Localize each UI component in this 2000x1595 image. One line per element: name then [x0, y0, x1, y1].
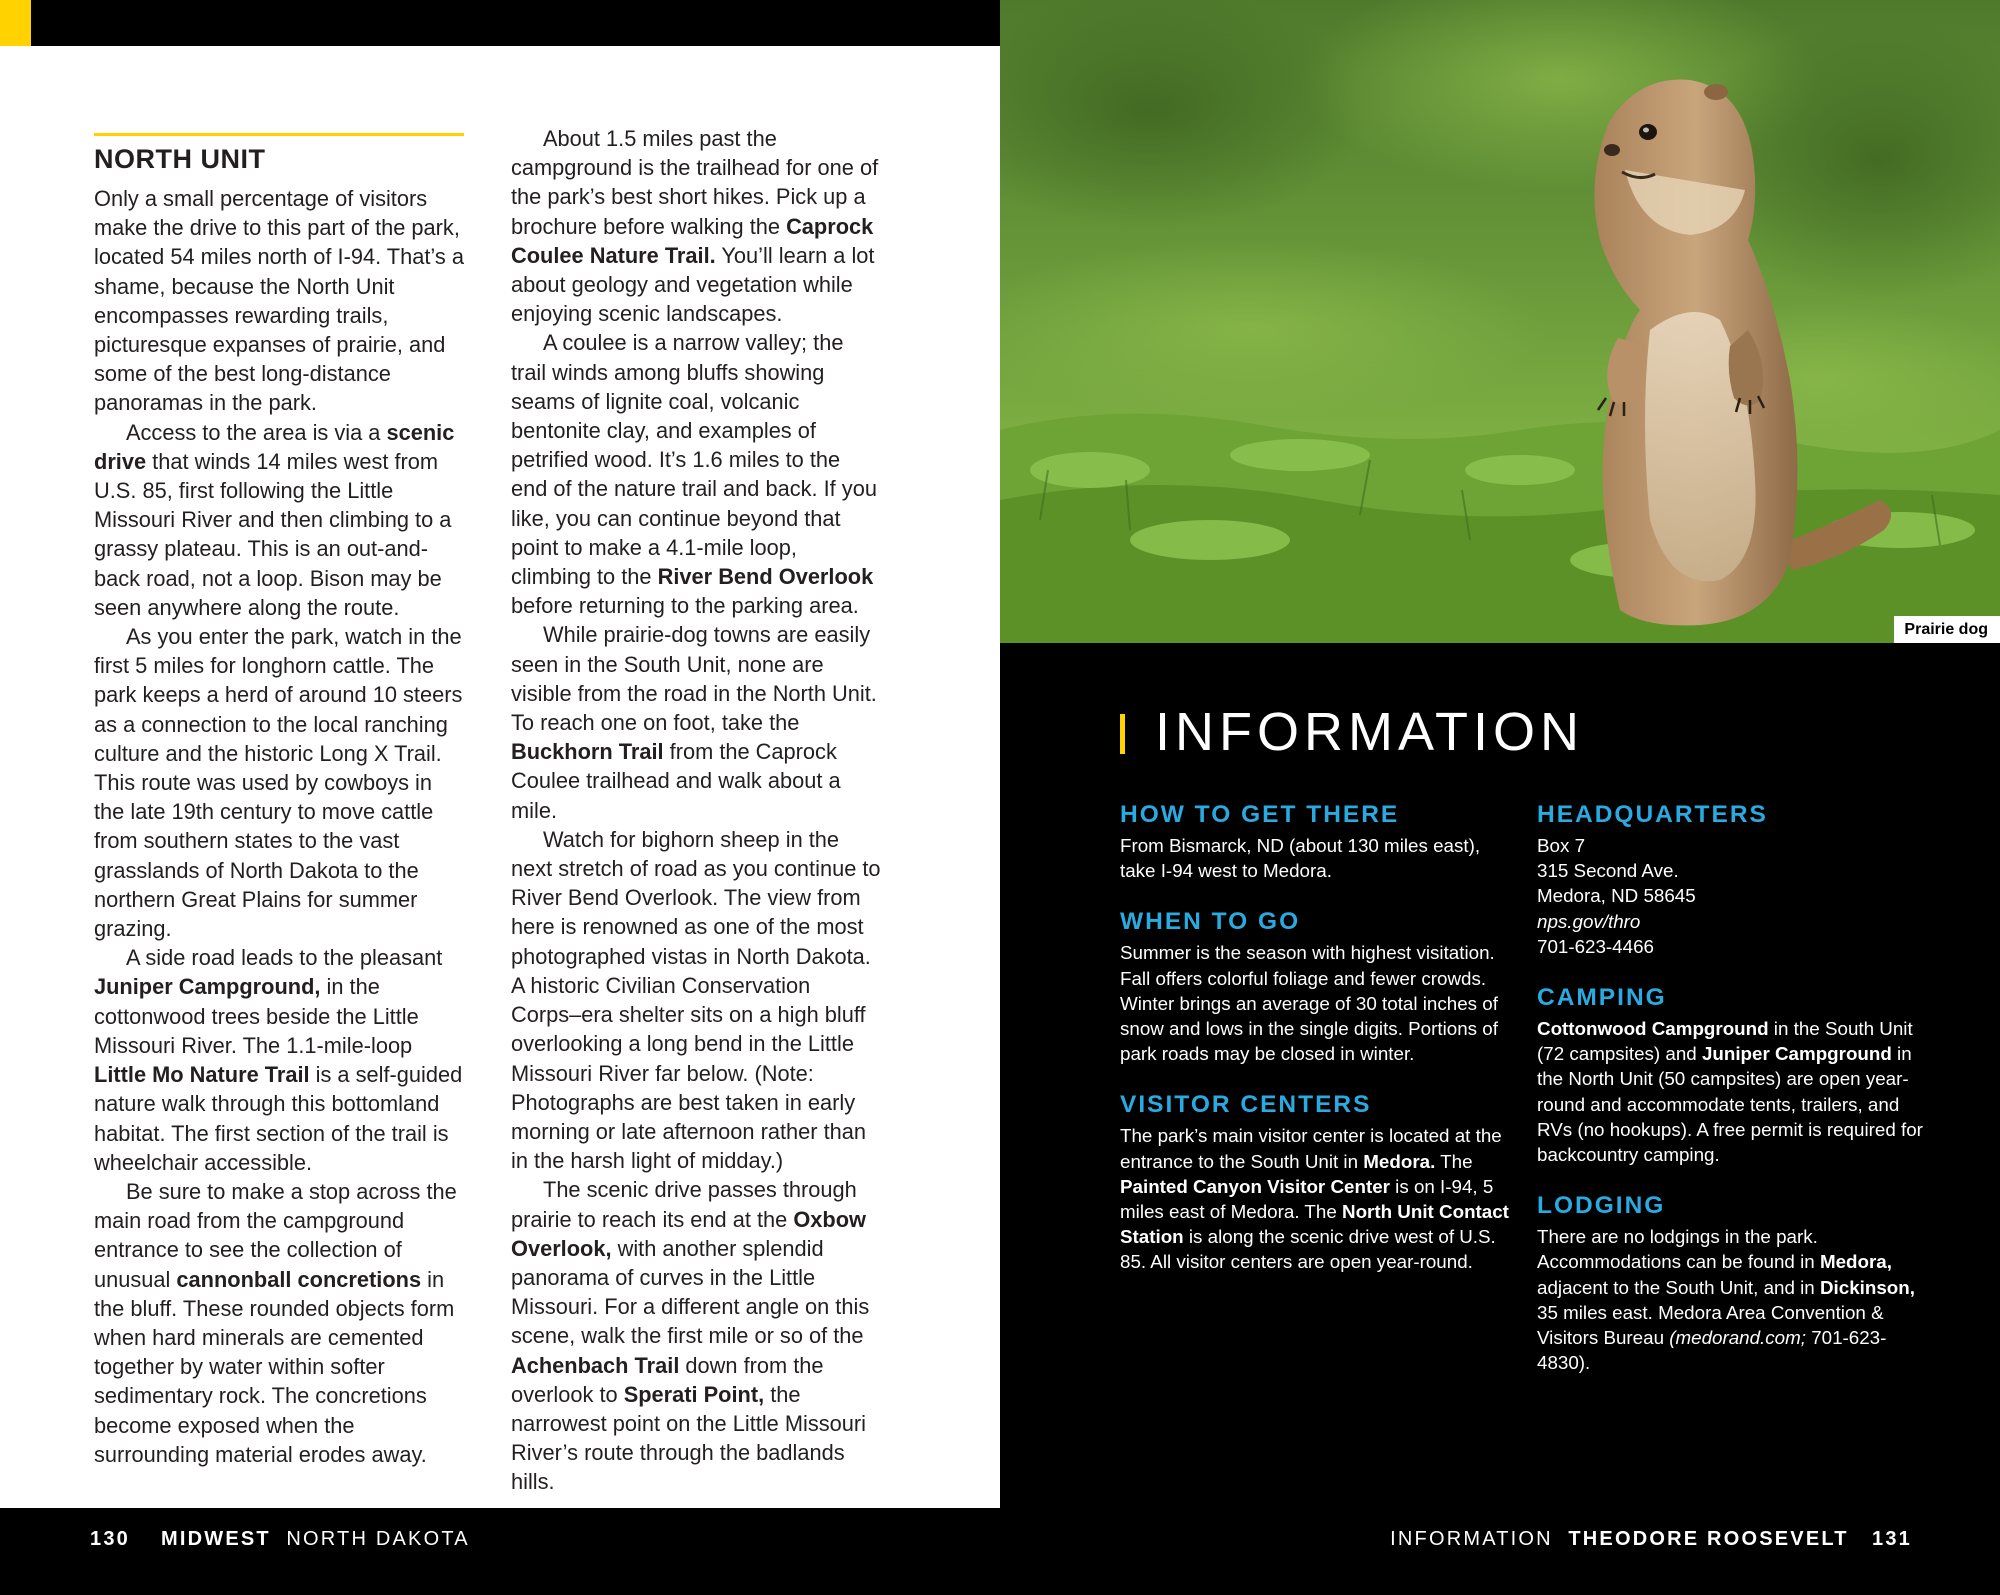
bold-term: Juniper Campground,: [94, 974, 321, 1000]
info-section: [1120, 907, 1512, 1066]
text-run: adjacent to the South Unit, and in: [1537, 1276, 1820, 1298]
info-column-2-sections: [1537, 983, 1929, 1375]
text-run: The park’s main visitor center is located at the entrance to the South Unit in: [1120, 1125, 1502, 1172]
column-1-text: [94, 184, 464, 1469]
footer-state: NORTH DAKOTA: [286, 1528, 470, 1550]
text-run: As you enter the park, watch in the first 5 miles for longhorn cattle. The park keeps a herd of around 10 steers as a connection to the local ranching culture and the historic Long X Trail. This route was used by cowboys in the late 19th century to move cattle from southern states to the vast grasslands of North Dakota to the northern Great Plains for summer grazing.: [94, 624, 463, 942]
paragraph: [94, 622, 464, 943]
paragraph: [511, 124, 881, 328]
info-accent-bar: [1120, 714, 1125, 754]
footer-park: THEODORE ROOSEVELT: [1568, 1528, 1849, 1550]
text-run: down from the overlook to: [511, 1352, 824, 1407]
text-run: that winds 14 miles west from U.S. 85, first following the Little Missouri River and then climbing to a grassy plateau. This is an out-and-back road, not a loop. Bison may be seen anywhere along the route.: [94, 448, 452, 620]
info-section: [1537, 1191, 1929, 1375]
text-run: Summer is the season with highest visitation. Fall offers colorful foliage and fewer crowds. Winter brings an average of 30 total inches of snow and lows in the single digits. Portions of park roads may be closed in winter.: [1120, 942, 1498, 1065]
text-run: Be sure to make a stop across the main road from the campground entrance to see the collection of unusual: [94, 1178, 457, 1292]
footer-left: [90, 1528, 470, 1551]
text-run: A coulee is a narrow valley; the trail winds among bluffs showing seams of lignite coal, volcanic bentonite clay, and examples of petrified wood. It’s 1.6 miles to the end of the nature trail and back. If you like, you can continue beyond that point to make a 4.1-mile loop, climbing to the: [511, 330, 877, 590]
info-title: INFORMATION: [1155, 702, 1584, 762]
text-run: with another splendid panorama of curves in the Little Missouri. For a different angle on this scene, walk the first mile or so of the: [511, 1235, 870, 1349]
heading-rule: [94, 133, 464, 136]
bold-term: Dickinson,: [1819, 1276, 1915, 1298]
info-section-heading: WHEN TO GO: [1120, 908, 1301, 936]
info-section-heading: CAMPING: [1537, 984, 1667, 1012]
info-section-heading: HOW TO GET THERE: [1120, 801, 1400, 828]
text-run: While prairie-dog towns are easily seen in the South Unit, none are visible from the road in the North Unit. To reach one on foot, take the: [511, 622, 877, 736]
paragraph: [511, 1175, 881, 1496]
footer-left-bar: [0, 1508, 1000, 1595]
paragraph: [511, 328, 881, 620]
hq-line: 315 Second Ave.: [1537, 860, 1679, 882]
bold-term: Painted Canyon Visitor Center: [1120, 1175, 1390, 1197]
paragraph: [511, 620, 881, 824]
text-run: in the South Unit (72 campsites) and: [1537, 1018, 1913, 1065]
page-number: 131: [1872, 1528, 1912, 1550]
paragraph: [94, 418, 464, 622]
prairie-dog-photo: [1000, 0, 2000, 643]
bold-term: Cottonwood Campground: [1537, 1018, 1769, 1040]
text-run: The scenic drive passes through prairie to reach its end at the: [511, 1177, 857, 1232]
info-section: [1120, 1090, 1512, 1274]
text-run: (medorand.com;: [1669, 1327, 1806, 1349]
text-run: the narrowest point on the Little Missouri River’s route through the badlands hills.: [511, 1381, 866, 1495]
hq-phone: 701-623-4466: [1537, 935, 1654, 957]
bold-term: Achenbach Trail: [511, 1352, 680, 1378]
text-run: 701-623-4830).: [1537, 1327, 1887, 1374]
bold-term: Sperati Point,: [623, 1381, 765, 1407]
text-run: in the bluff. These rounded objects form when hard minerals are cemented together by water within softer sedimentary rock. The concretions become exposed when the surrounding material erodes away.: [94, 1266, 455, 1467]
info-section-body: [1120, 940, 1512, 1066]
info-section-body: [1537, 1224, 1929, 1375]
paragraph: [94, 943, 464, 1177]
bold-term: scenic drive: [94, 419, 455, 474]
right-page: [1000, 0, 2000, 1595]
bold-term: Medora,: [1819, 1251, 1892, 1273]
text-run: The: [1435, 1150, 1473, 1172]
footer-right: [1390, 1528, 1912, 1551]
text-run: 35 miles east. Medora Area Convention & Visitors Bureau: [1537, 1301, 1884, 1349]
text-run: A side road leads to the pleasant: [126, 945, 443, 971]
text-run: Watch for bighorn sheep in the next stretch of road as you continue to River Bend Overlook. The view from here is renowned as one of the most photographed vistas in North Dakota. A historic Civilian Conservation Corps–era shelter sits on a high bluff overlooking a long bend in the Little Missouri River far below. (Note: Photographs are best taken in early morning or late afternoon rather than in the harsh light of midday.): [511, 826, 881, 1174]
info-section-body: [1120, 833, 1512, 883]
text-run: in the cottonwood trees beside the Little Missouri River. The 1.1-mile-loop: [94, 974, 419, 1058]
photo-caption: Prairie dog: [1894, 616, 2000, 643]
headquarters-section: [1537, 800, 1929, 959]
text-run: is on I-94, 5 miles east of Medora. The: [1120, 1175, 1494, 1223]
yellow-tab: [0, 0, 31, 46]
page-number: 130: [90, 1528, 130, 1550]
info-column-1: [1120, 800, 1512, 1299]
text-run: before returning to the parking area.: [511, 593, 859, 619]
hq-website-link[interactable]: nps.gov/thro: [1537, 910, 1641, 932]
paragraph: [94, 1177, 464, 1469]
info-section: [1120, 800, 1512, 883]
bold-term: Medora.: [1363, 1150, 1436, 1172]
bold-term: Oxbow Overlook,: [511, 1206, 866, 1261]
paragraph: [511, 825, 881, 1175]
text-run: is a self-guided nature walk through this bottomland habitat. The first section of the trail is wheelchair accessible.: [94, 1062, 463, 1175]
info-section-body: [1537, 1016, 1929, 1167]
headquarters-heading: HEADQUARTERS: [1537, 801, 1768, 828]
top-bar: [0, 0, 1000, 46]
text-run: There are no lodgings in the park. Accommodations can be found in: [1537, 1226, 1820, 1273]
info-section-heading: VISITOR CENTERS: [1120, 1091, 1372, 1119]
hq-line: Medora, ND 58645: [1537, 885, 1696, 907]
footer-section: INFORMATION: [1390, 1528, 1553, 1550]
bold-term: Little Mo Nature Trail: [94, 1062, 310, 1088]
left-column-1: [94, 120, 464, 1469]
paragraph: [94, 184, 464, 418]
text-run: Only a small percentage of visitors make the drive to this part of the park, located 54 miles north of I-94. That’s a shame, because the North Unit encompasses rewarding trails, picturesque expanses of prairie, and some of the best long-distance panoramas in the park.: [94, 186, 464, 416]
bold-term: Juniper Campground: [1701, 1043, 1892, 1065]
info-section: [1537, 983, 1929, 1167]
bold-term: North Unit Contact Station: [1120, 1201, 1509, 1248]
left-column-2: [511, 124, 881, 1497]
bold-term: River Bend Overlook: [657, 564, 874, 590]
section-heading: NORTH UNIT: [94, 144, 266, 174]
info-section-body: [1120, 1123, 1512, 1274]
text-run: is along the scenic drive west of U.S. 85. All visitor centers are open year-round.: [1120, 1226, 1496, 1273]
text-run: from the Caprock Coulee trailhead and walk about a mile.: [511, 739, 841, 823]
text-run: About 1.5 miles past the campground is the trailhead for one of the park’s best short hikes. Pick up a brochure before walking the: [511, 126, 879, 239]
bold-term: cannonball concretions: [176, 1266, 422, 1292]
text-run: in the North Unit (50 campsites) are open year-round and accommodate tents, trailers, and RVs (no hookups). A free permit is required for backcountry camping.: [1537, 1043, 1923, 1166]
info-section-heading: LODGING: [1537, 1192, 1666, 1220]
info-column-2: [1537, 800, 1929, 1399]
hq-line: Box 7: [1537, 835, 1586, 856]
text-run: Access to the area is via a: [126, 419, 387, 445]
bold-term: Caprock Coulee Nature Trail.: [511, 213, 874, 268]
text-run: You’ll learn a lot about geology and vegetation while enjoying scenic landscapes.: [511, 242, 875, 327]
column-2-text: [511, 124, 881, 1497]
bold-term: Buckhorn Trail: [511, 739, 664, 765]
footer-region: MIDWEST: [161, 1528, 271, 1550]
text-run: From Bismarck, ND (about 130 miles east), take I-94 west to Medora.: [1120, 835, 1481, 882]
